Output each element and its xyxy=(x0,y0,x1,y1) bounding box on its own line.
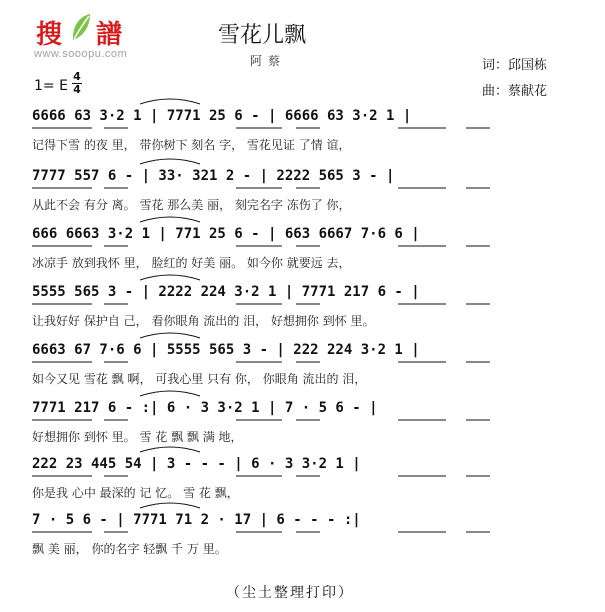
song-title: 雪花儿飘 xyxy=(218,23,307,48)
leaf-logo-icon xyxy=(70,12,92,42)
logo-url: www.sooopu.com xyxy=(34,48,128,60)
score-row xyxy=(0,284,605,340)
notation-line: 6666 63 3·2 1 | 7771 25 6 - | 6666 63 3·2 1 | xyxy=(32,108,412,124)
footer-note: （尘土整理打印） xyxy=(226,585,354,601)
notation-line: 7777 557 6 - | 33· 321 2 - | 2222 565 3 - | xyxy=(32,168,395,184)
singer-name: 阿蔡 xyxy=(250,54,287,68)
notation-line: 7 · 5 6 - | 7771 71 2 · 17 | 6 - - - :| xyxy=(32,512,361,528)
notation-line: 5555 565 3 - | 2222 224 3·2 1 | 7771 217 6 - | xyxy=(32,284,420,300)
slur-mark xyxy=(140,99,200,104)
notation-line: 6663 67 7·6 6 | 5555 565 3 - | 222 224 3·2 1 | xyxy=(32,342,420,358)
composer-credit: 曲：蔡献花 xyxy=(482,84,548,99)
notation-line: 222 23 445 54 | 3 - - - | 6 · 3 3·2 1 | xyxy=(32,456,361,472)
key-signature: 1= E xyxy=(34,78,68,94)
score-row xyxy=(0,342,605,398)
logo-char-pu: 譜 xyxy=(96,20,124,50)
score-row xyxy=(0,108,605,164)
notation-line: 7771 217 6 - :| 6 · 3 3·2 1 | 7 · 5 6 - | xyxy=(32,400,378,416)
notation-line: 666 6663 3·2 1 | 771 25 6 - | 663 6667 7·6 6 | xyxy=(32,226,420,242)
score-row xyxy=(0,400,605,456)
lyricist-credit: 词：邱国栋 xyxy=(482,58,548,73)
lyric-line: 好想拥你 到怀 里。 雪 花 飘 飘 满 地， xyxy=(32,430,243,444)
lyric-line: 飘 美 丽， 你的名字 轻飘 千 万 里。 xyxy=(32,542,227,556)
lyric-line: 冰凉手 放到我怀 里， 脸红的 好美 丽。 如今你 就要远 去， xyxy=(32,256,351,270)
score-row xyxy=(0,226,605,282)
time-bottom: 4 xyxy=(73,83,81,96)
score-row xyxy=(0,168,605,224)
logo-char-sou: 搜 xyxy=(36,20,64,50)
score-row xyxy=(0,456,605,512)
lyric-line: 你是我 心中 最深的 记 忆。 雪 花 飘， xyxy=(32,486,239,500)
lyric-line: 从此不会 有分 离。 雪花 那么美 丽， 刻完名字 冻伤了 你， xyxy=(32,198,351,212)
lyric-line: 如今又见 雪花 飘 啊， 可我心里 只有 你， 你眼角 流出的 泪， xyxy=(32,372,367,386)
lyric-line: 记得下雪 的夜 里， 带你树下 刻名 字， 雪花见证 了情 谊， xyxy=(32,138,351,152)
score-row xyxy=(0,512,605,568)
lyric-line: 让我好好 保护自 己， 看你眼角 流出的 泪， 好想拥你 到怀 里。 xyxy=(32,314,375,328)
time-signature xyxy=(72,70,82,96)
time-top: 4 xyxy=(73,70,81,83)
